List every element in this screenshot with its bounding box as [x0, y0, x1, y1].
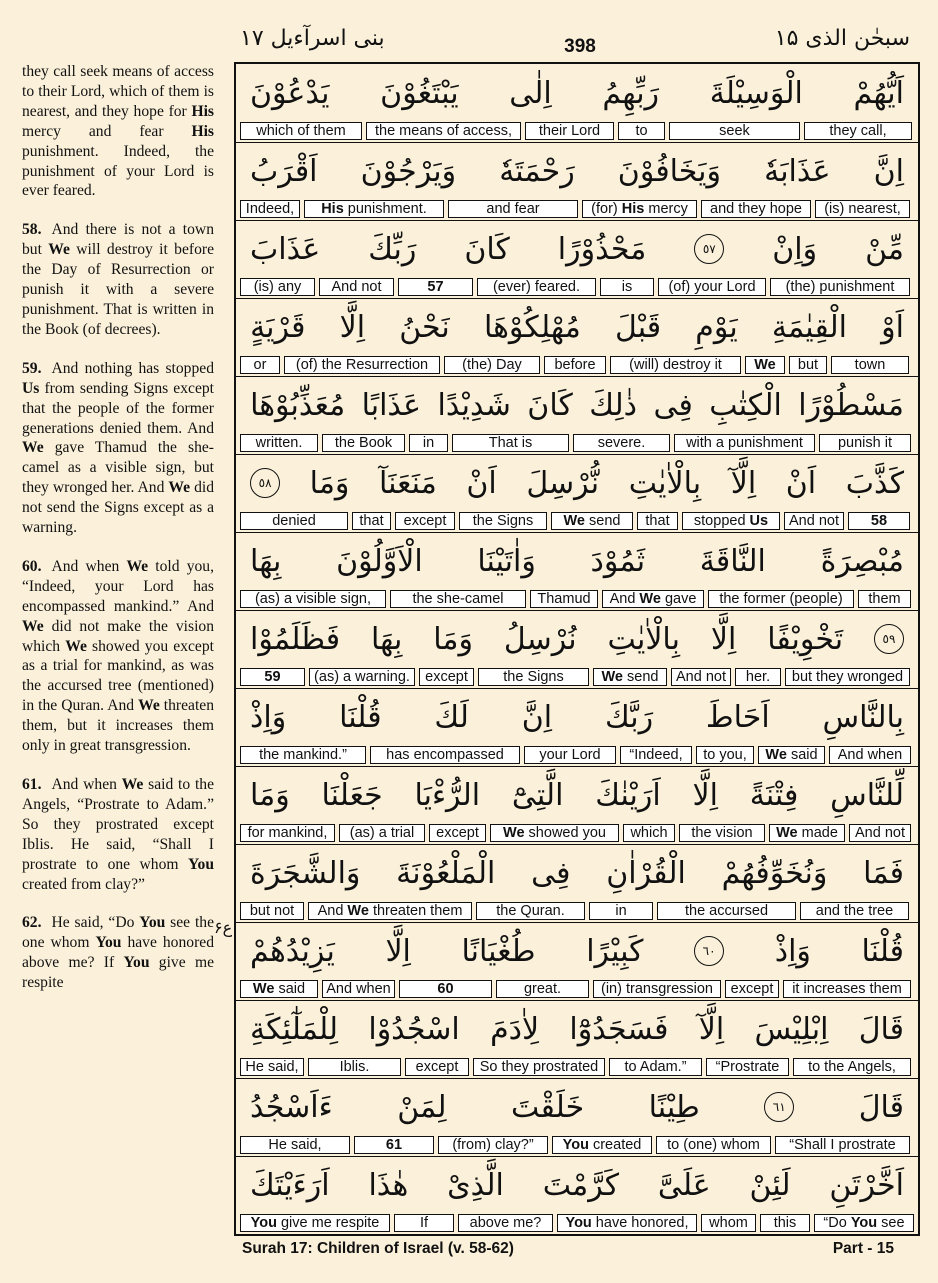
gloss-word: and they hope	[701, 200, 811, 218]
arabic-word: النَّاقَةَ	[699, 543, 766, 579]
arabic-line	[236, 922, 918, 980]
arabic-word: عَذَابَهٗ	[764, 153, 831, 189]
gloss-word: “Indeed,	[620, 746, 692, 764]
gloss-word: If	[394, 1214, 454, 1232]
gloss-word: His punishment.	[304, 200, 444, 218]
ayah-end-marker: ٦٠	[694, 936, 724, 966]
gloss-word: (from) clay?”	[438, 1136, 548, 1154]
footer-surah-ref: Surah 17: Children of Israel (v. 58-62)	[242, 1240, 514, 1257]
arabic-word: فِتْنَةً	[749, 777, 799, 813]
gloss-word: that	[352, 512, 391, 530]
gloss-word: they call,	[804, 122, 912, 140]
gloss-word: except	[429, 824, 486, 842]
commentary-text: And there is not a town but We will destroy it before the Day of Resurrection or punish it with a severe punishment. That is written in the Book (of decrees).	[22, 221, 214, 338]
gloss-line	[240, 590, 914, 610]
verse-row	[236, 766, 918, 844]
arabic-word: رَبِّكَ	[368, 231, 417, 267]
arabic-line	[236, 766, 918, 824]
gloss-word: You created	[552, 1136, 652, 1154]
gloss-word: “Shall I prostrate	[775, 1136, 910, 1154]
commentary-text: He said, “Do You see the one whom You have honored above me? If You give me respite	[22, 914, 214, 992]
gloss-word: but not	[240, 902, 304, 920]
verse-row	[236, 532, 918, 610]
arabic-word: كَذَّبَ	[845, 465, 904, 501]
arabic-word: لِّلنَّاسِ	[830, 777, 904, 813]
verse-row	[236, 298, 918, 376]
arabic-word: فَمَا	[863, 855, 904, 891]
translation-commentary	[22, 62, 214, 1012]
arabic-word: مُهْلِكُوْهَا	[483, 309, 581, 345]
gloss-word: in	[589, 902, 653, 920]
arabic-word: خَلَقْتَ	[511, 1089, 585, 1125]
verse-row	[236, 844, 918, 922]
gloss-word: for mankind,	[240, 824, 335, 842]
arabic-word: اِلَّآ	[698, 1011, 725, 1047]
gloss-word: And not	[784, 512, 844, 530]
arabic-word: طِيْنًا	[648, 1089, 700, 1125]
arabic-word: اِلَّا	[710, 621, 737, 657]
arabic-line	[236, 298, 918, 356]
gloss-line	[240, 746, 914, 766]
arabic-word: اَخَّرْتَنِ	[829, 1167, 904, 1203]
arabic-word: اِلَّا	[692, 777, 718, 813]
arabic-word: قَالَ	[858, 1089, 904, 1125]
row-divider	[236, 532, 918, 533]
gloss-word: punish it	[819, 434, 911, 452]
gloss-word: (the) Day	[444, 356, 540, 374]
arabic-word: لِلْمَلٰٓئِكَةِ	[250, 1011, 339, 1047]
gloss-line	[240, 668, 914, 688]
gloss-word: And We gave	[602, 590, 704, 608]
row-divider	[236, 1078, 918, 1079]
gloss-word: (is) nearest,	[815, 200, 910, 218]
gloss-word: above me?	[458, 1214, 553, 1232]
gloss-word: We said	[240, 980, 318, 998]
gloss-word: the accursed	[657, 902, 796, 920]
verse-row	[236, 1078, 918, 1156]
verse-number: 61.	[22, 776, 42, 793]
gloss-word: And not	[849, 824, 911, 842]
gloss-word: (of) your Lord	[658, 278, 766, 296]
gloss-word: (ever) feared.	[477, 278, 596, 296]
verse-row	[236, 688, 918, 766]
gloss-word: is	[600, 278, 654, 296]
gloss-word: but	[789, 356, 827, 374]
arabic-word: مُعَذِّبُوْهَا	[250, 387, 346, 423]
verse-row	[236, 610, 918, 688]
ruku-marker: ع۶	[214, 918, 233, 937]
commentary-paragraph	[22, 913, 214, 993]
arabic-word: نُّرْسِلَ	[526, 465, 600, 501]
arabic-word: كَانَ	[464, 231, 510, 267]
commentary-text: they call seek means of access to their Lord, which of them is nearest, and they hope for His mercy and fear His punishment. Indeed, the punishment of your Lord is ever feared.	[22, 63, 214, 200]
verse-row	[236, 1156, 918, 1234]
gloss-word: seek	[669, 122, 800, 140]
arabic-word: مَنَعَنَآ	[378, 465, 437, 501]
gloss-word: And not	[319, 278, 394, 296]
commentary-paragraph	[22, 62, 214, 201]
gloss-word: this	[760, 1214, 810, 1232]
arabic-line	[236, 142, 918, 200]
gloss-word: except	[419, 668, 474, 686]
arabic-word: اَرَيْنٰكَ	[595, 777, 661, 813]
gloss-word: has encompassed	[370, 746, 520, 764]
gloss-word: or	[240, 356, 280, 374]
arabic-line	[236, 1000, 918, 1058]
gloss-word: We	[745, 356, 785, 374]
arabic-word: اَنْ	[466, 465, 497, 501]
gloss-word: their Lord	[525, 122, 614, 140]
gloss-word: You have honored,	[557, 1214, 697, 1232]
arabic-word: مِّنْ	[865, 231, 904, 267]
ayah-end-marker: ٦١	[764, 1092, 794, 1122]
ayah-end-marker: ٥٨	[250, 468, 280, 498]
gloss-word: And when	[322, 980, 395, 998]
gloss-word: 57	[398, 278, 473, 296]
arabic-word: ءَاَسْجُدُ	[250, 1089, 333, 1125]
gloss-word: That is	[452, 434, 569, 452]
gloss-word: Indeed,	[240, 200, 300, 218]
gloss-word: stopped Us	[682, 512, 780, 530]
row-divider	[236, 142, 918, 143]
arabic-word: عَذَابًا	[361, 387, 422, 423]
arabic-word: قَالَ	[858, 1011, 904, 1047]
gloss-line	[240, 434, 914, 454]
arabic-word: بِالْاٰيٰتِ	[628, 465, 702, 501]
gloss-word: great.	[496, 980, 589, 998]
arabic-word: مَسْطُوْرًا	[798, 387, 904, 423]
gloss-word: “Prostrate	[706, 1058, 789, 1076]
row-divider	[236, 922, 918, 923]
arabic-word: وَمَا	[309, 465, 350, 501]
gloss-word: the former (people)	[708, 590, 854, 608]
arabic-word: رَحْمَتَهٗ	[499, 153, 575, 189]
arabic-word: فِى	[531, 855, 571, 891]
gloss-line	[240, 278, 914, 298]
gloss-word: 60	[399, 980, 492, 998]
arabic-word: اَحَاطَ	[705, 699, 770, 735]
arabic-word: يَبْتَغُوْنَ	[380, 75, 459, 111]
arabic-word: هٰذَا	[368, 1167, 409, 1203]
gloss-word: (of) the Resurrection	[284, 356, 440, 374]
gloss-word: it increases them	[783, 980, 911, 998]
gloss-word: with a punishment	[674, 434, 815, 452]
row-divider	[236, 454, 918, 455]
arabic-line	[236, 454, 918, 512]
arabic-line	[236, 376, 918, 434]
arabic-line	[236, 844, 918, 902]
gloss-word: and fear	[448, 200, 578, 218]
footer-part: Part - 15	[832, 1240, 894, 1257]
gloss-word: We send	[551, 512, 633, 530]
arabic-word: اِنَّ	[521, 699, 553, 735]
row-divider	[236, 298, 918, 299]
gloss-word: He said,	[240, 1058, 304, 1076]
arabic-word: كَبِيْرًا	[586, 933, 644, 969]
arabic-word: اَنْ	[785, 465, 817, 501]
verse-number: 60.	[22, 557, 42, 575]
arabic-word: نُرْسِلُ	[503, 621, 577, 657]
arabic-word: وَمَا	[433, 621, 473, 657]
arabic-line	[236, 1078, 918, 1136]
gloss-word: which of them	[240, 122, 362, 140]
verse-number: 62.	[22, 914, 42, 932]
gloss-word: the Quran.	[476, 902, 585, 920]
row-divider	[236, 376, 918, 377]
arabic-word: ذٰلِكَ	[589, 387, 637, 423]
arabic-word: الَّتِىْٓ	[511, 777, 564, 813]
gloss-word: your Lord	[524, 746, 616, 764]
arabic-word: وَالشَّجَرَةَ	[250, 855, 361, 891]
arabic-word: وَاٰتَيْنَا	[477, 543, 536, 579]
arabic-word: رَبَّكَ	[604, 699, 654, 735]
gloss-word: but they wronged	[785, 668, 910, 686]
arabic-word: عَلَىَّ	[657, 1167, 711, 1203]
arabic-word: الْمَلْعُوْنَةَ	[396, 855, 496, 891]
row-divider	[236, 688, 918, 689]
gloss-word: (in) transgression	[593, 980, 721, 998]
arabic-word: الَّذِىْ	[447, 1167, 504, 1203]
gloss-word: except	[395, 512, 455, 530]
gloss-word: (the) punishment	[770, 278, 910, 296]
arabic-line	[236, 688, 918, 746]
gloss-word: 58	[848, 512, 910, 530]
arabic-word: لِمَنْ	[397, 1089, 447, 1125]
arabic-line	[236, 610, 918, 668]
gloss-word: to (one) whom	[656, 1136, 771, 1154]
arabic-word: قُلْنَا	[861, 933, 904, 969]
verse-row	[236, 376, 918, 454]
header-surah-name: بنی اسرآءیل ۱۷	[240, 26, 385, 51]
gloss-word: which	[623, 824, 675, 842]
arabic-word: وَاِذْ	[250, 699, 287, 735]
arabic-word: اِلٰى	[509, 75, 552, 111]
arabic-word: يَوْمِ	[695, 309, 738, 345]
arabic-word: الْقِيٰمَةِ	[771, 309, 847, 345]
gloss-word: her.	[735, 668, 781, 686]
arabic-word: لِاٰدَمَ	[490, 1011, 540, 1047]
gloss-word: town	[831, 356, 909, 374]
ayah-end-marker: ٥٩	[874, 624, 904, 654]
gloss-line	[240, 1058, 914, 1078]
arabic-word: اَوْ	[881, 309, 904, 345]
arabic-word: مُبْصِرَةً	[820, 543, 904, 579]
gloss-word: to	[618, 122, 665, 140]
arabic-word: طُغْيَانًا	[461, 933, 536, 969]
arabic-word: اِلَّآ	[730, 465, 757, 501]
arabic-word: اسْجُدُوْا	[368, 1011, 460, 1047]
arabic-line	[236, 220, 918, 278]
arabic-word: اِبْلِيْسَ	[754, 1011, 829, 1047]
gloss-word: the Book	[322, 434, 405, 452]
row-divider	[236, 1000, 918, 1001]
commentary-paragraph	[22, 557, 214, 756]
arabic-word: وَمَا	[250, 777, 290, 813]
gloss-word: the vision	[679, 824, 765, 842]
arabic-word: شَدِيْدًا	[437, 387, 511, 423]
gloss-word: 59	[240, 668, 305, 686]
gloss-word: and the tree	[800, 902, 909, 920]
word-by-word-panel	[234, 62, 920, 1236]
arabic-word: كَانَ	[527, 387, 573, 423]
gloss-word: And when	[829, 746, 911, 764]
gloss-word: the mankind.”	[240, 746, 366, 764]
gloss-word: to you,	[696, 746, 754, 764]
gloss-word: the means of access,	[366, 122, 521, 140]
commentary-paragraph	[22, 359, 214, 538]
arabic-word: فِى	[653, 387, 693, 423]
arabic-word: بِهَا	[250, 543, 282, 579]
commentary-text: And when We told you, “Indeed, your Lord has encompassed mankind.” And We did not make the vision which We showed you except as a trial for mankind, as was the accursed tree (mentioned) in the Quran. And We threaten them, but it increases them only in great transgression.	[22, 557, 214, 755]
arabic-word: لَكَ	[434, 699, 469, 735]
gloss-word: the Signs	[459, 512, 547, 530]
gloss-line	[240, 356, 914, 376]
arabic-word: قَرْيَةٍ	[250, 309, 306, 345]
page-footer	[242, 1240, 914, 1264]
arabic-word: وَاِذْ	[774, 933, 811, 969]
gloss-word: (for) His mercy	[582, 200, 697, 218]
gloss-word: before	[544, 356, 606, 374]
arabic-word: اِلَّا	[339, 309, 366, 345]
gloss-word: the Signs	[478, 668, 589, 686]
arabic-word: نَحْنُ	[399, 309, 450, 345]
verse-row	[236, 64, 918, 142]
gloss-word: So they prostrated	[473, 1058, 605, 1076]
arabic-word: فَسَجَدُوْٓا	[569, 1011, 669, 1047]
verse-row	[236, 142, 918, 220]
arabic-word: قُلْنَا	[339, 699, 382, 735]
gloss-line	[240, 1136, 914, 1156]
arabic-word: الْاَوَّلُوْنَ	[336, 543, 423, 579]
arabic-word: الْقُرْاٰنِ	[606, 855, 686, 891]
arabic-word: وَيَرْجُوْنَ	[360, 153, 457, 189]
gloss-word: We send	[593, 668, 667, 686]
gloss-word: to Adam.”	[609, 1058, 702, 1076]
gloss-word: severe.	[573, 434, 670, 452]
arabic-word: جَعَلْنَا	[321, 777, 383, 813]
arabic-word: تَخْوِيْفًا	[767, 621, 844, 657]
arabic-word: فَظَلَمُوْا	[250, 621, 341, 657]
gloss-line	[240, 902, 914, 922]
arabic-word: عَذَابَ	[250, 231, 321, 267]
gloss-word: 61	[354, 1136, 434, 1154]
gloss-word: And We threaten them	[308, 902, 472, 920]
arabic-word: كَرَّمْتَ	[542, 1167, 620, 1203]
gloss-word: them	[858, 590, 911, 608]
gloss-word: Thamud	[530, 590, 598, 608]
arabic-word: وَيَخَافُوْنَ	[617, 153, 722, 189]
row-divider	[236, 610, 918, 611]
commentary-text: And nothing has stopped Us from sending Signs except that the people of the former generations denied them. And We gave Thamud the she-camel as a visible sign, but they wronged her. And We did not send the Signs except as a warning.	[22, 359, 214, 537]
row-divider	[236, 1156, 918, 1157]
gloss-word: “Do You see	[814, 1214, 914, 1232]
gloss-word: whom	[701, 1214, 756, 1232]
verse-row	[236, 922, 918, 1000]
gloss-word: (as) a trial	[339, 824, 425, 842]
gloss-word: We said	[758, 746, 825, 764]
verse-row	[236, 220, 918, 298]
arabic-word: رَبِّهِمُ	[602, 75, 660, 111]
gloss-word: the she-camel	[390, 590, 526, 608]
arabic-word: يَدْعُوْنَ	[250, 75, 330, 111]
arabic-word: الْكِتٰبِ	[709, 387, 782, 423]
arabic-word: اَرَءَيْتَكَ	[250, 1167, 330, 1203]
row-divider	[236, 220, 918, 221]
arabic-word: بِهَا	[371, 621, 403, 657]
gloss-line	[240, 824, 914, 844]
commentary-paragraph	[22, 775, 214, 894]
arabic-word: وَاِنْ	[772, 231, 818, 267]
arabic-line	[236, 64, 918, 122]
commentary-text: And when We said to the Angels, “Prostrate to Adam.” So they prostrated except Iblis. He said, “Shall I prostrate to one whom You created from clay?”	[22, 776, 214, 893]
gloss-word: Iblis.	[308, 1058, 401, 1076]
gloss-word: We showed you	[490, 824, 619, 842]
gloss-word: denied	[240, 512, 348, 530]
header-juz-name: سبحٰن الذی ۱۵	[774, 26, 910, 51]
gloss-word: (as) a warning.	[309, 668, 415, 686]
row-divider	[236, 844, 918, 845]
verse-number: 58.	[22, 221, 42, 239]
row-divider	[236, 766, 918, 767]
gloss-line	[240, 512, 914, 532]
ayah-end-marker: ٥٧	[694, 234, 724, 264]
page-number: 398	[564, 36, 596, 57]
gloss-word: (is) any	[240, 278, 315, 296]
verse-row	[236, 1000, 918, 1078]
arabic-word: قَبْلَ	[614, 309, 662, 345]
arabic-word: لَئِنْ	[749, 1167, 791, 1203]
gloss-word: in	[409, 434, 448, 452]
commentary-paragraph	[22, 220, 214, 339]
gloss-word: We made	[769, 824, 845, 842]
gloss-word: (as) a visible sign,	[240, 590, 386, 608]
verse-number: 59.	[22, 359, 42, 377]
gloss-word: (will) destroy it	[610, 356, 741, 374]
arabic-line	[236, 532, 918, 590]
gloss-word: to the Angels,	[793, 1058, 911, 1076]
arabic-word: اِنَّ	[873, 153, 904, 189]
verse-row	[236, 454, 918, 532]
arabic-line	[236, 1156, 918, 1214]
gloss-line	[240, 980, 914, 1000]
arabic-word: يَزِيْدُهُمْ	[250, 933, 335, 969]
gloss-word: except	[725, 980, 779, 998]
arabic-word: بِالنَّاسِ	[822, 699, 904, 735]
arabic-word: بِالْاٰيٰتِ	[607, 621, 680, 657]
arabic-word: اَقْرَبُ	[250, 153, 318, 189]
gloss-word: You give me respite	[240, 1214, 390, 1232]
gloss-line	[240, 1214, 914, 1234]
arabic-word: ثَمُوْدَ	[590, 543, 646, 579]
gloss-line	[240, 200, 914, 220]
gloss-word: that	[637, 512, 678, 530]
gloss-word: except	[405, 1058, 469, 1076]
gloss-word: written.	[240, 434, 318, 452]
arabic-word: وَنُخَوِّفُهُمْ	[721, 855, 828, 891]
page-header	[0, 0, 938, 58]
arabic-word: مَحْذُوْرًا	[557, 231, 647, 267]
gloss-word: He said,	[240, 1136, 350, 1154]
arabic-word: الْوَسِيْلَةَ	[709, 75, 803, 111]
arabic-word: اِلَّا	[385, 933, 411, 969]
arabic-word: الرُّءْيَا	[414, 777, 481, 813]
arabic-word: اَيُّهُمْ	[853, 75, 904, 111]
gloss-line	[240, 122, 914, 142]
gloss-word: And not	[671, 668, 731, 686]
